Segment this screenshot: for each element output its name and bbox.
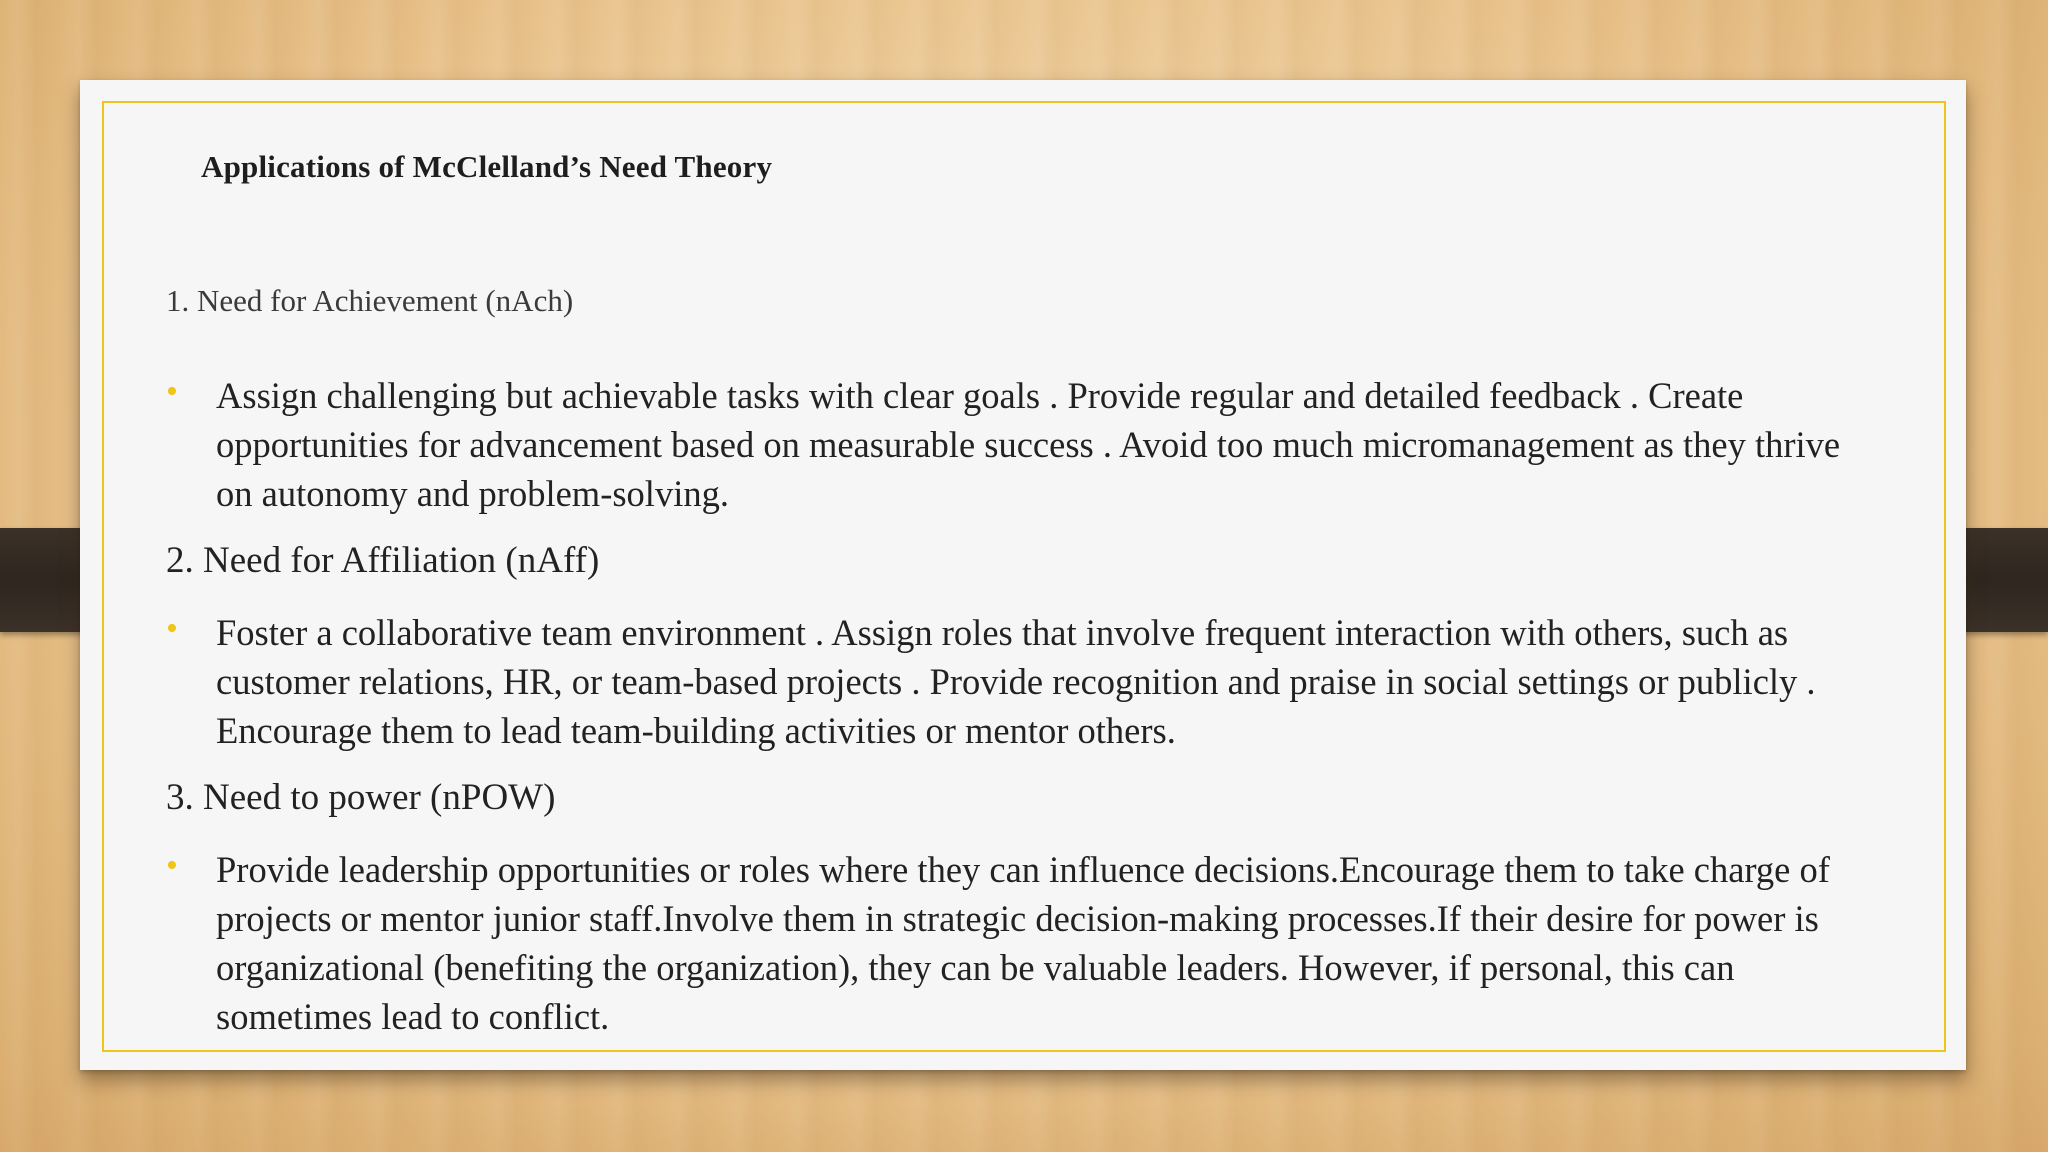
section-heading-power: 3. Need to power (nPOW)	[166, 777, 556, 818]
bullet-achievement	[166, 371, 1866, 518]
section-heading-affiliation: 2. Need for Affiliation (nAff)	[166, 540, 600, 581]
bullet-dot-icon: •	[166, 373, 178, 410]
slide-frame	[102, 101, 1946, 1052]
bullet-dot-icon: •	[166, 610, 178, 647]
slide-title: Applications of McClelland’s Need Theory	[201, 149, 773, 184]
slide-content	[104, 103, 1944, 1050]
bullet-affiliation	[166, 608, 1866, 755]
bullet-text-affiliation: Foster a collaborative team environment . Assign roles that involve frequent interaction with others, such as customer relations, HR, or team-based projects . Provide recognition and praise in social settings or publicly . Encourage them to lead team-building activities or mentor others.	[216, 612, 1816, 751]
bullet-dot-icon: •	[166, 847, 178, 884]
bullet-text-achievement: Assign challenging but achievable tasks with clear goals . Provide regular and detailed feedback . Create opportunities for advancement based on measurable success . Avoid too much micromanagement as they thrive on autonomy and problem-solving.	[216, 375, 1841, 514]
bullet-power	[166, 845, 1866, 1041]
wood-background	[0, 1072, 2048, 1152]
section-heading-achievement: 1. Need for Achievement (nAch)	[166, 283, 574, 318]
slide-card	[80, 80, 1966, 1070]
bullet-text-power: Provide leadership opportunities or roles where they can influence decisions.Encourage them to take charge of projects or mentor junior staff.Involve them in strategic decision-making processes.If their desire for power is organizational (benefiting the organization), they can be valuable leaders. However, if personal, this can sometimes lead to conflict.	[216, 849, 1830, 1037]
